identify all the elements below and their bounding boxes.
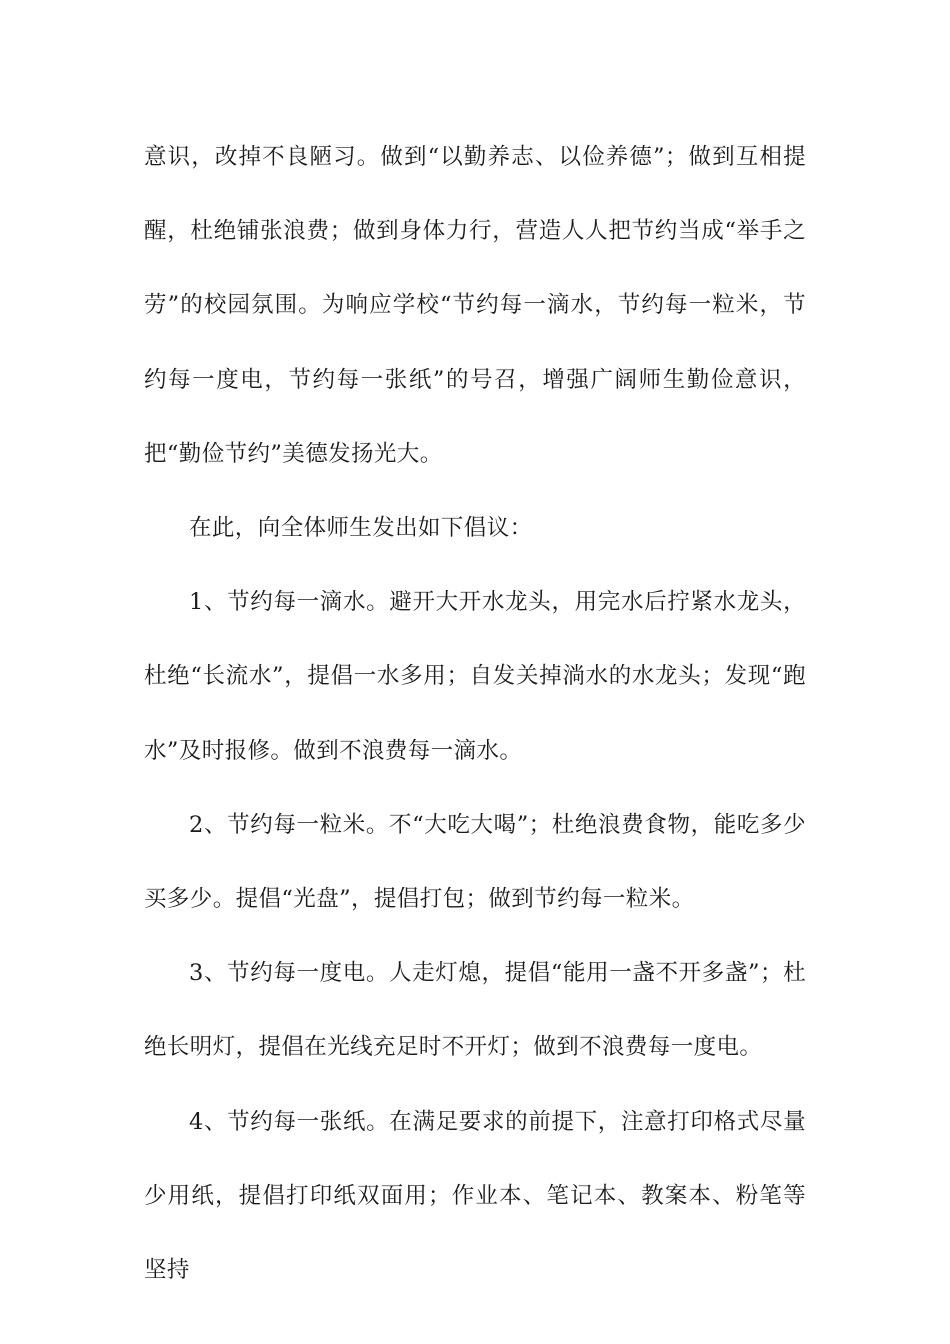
paragraph-save-water: 1、节约每一滴水。避开大开水龙头，用完水后拧紧水龙头，杜绝“长流水”，提倡一水多用；自发关掉淌水的水龙头；发现“跑水”及时报修。做到不浪费每一滴水。 [144,589,806,764]
document-body [144,120,806,1307]
paragraph-save-rice: 2、节约每一粒米。不“大吃大喝”；杜绝浪费食物，能吃多少买多少。提倡“光盘”，提倡打包；做到节约每一粒米。 [144,811,806,913]
paragraph-save-electricity: 3、节约每一度电。人走灯熄，提倡“能用一盏不开多盏”；杜绝长明灯，提倡在光线充足时不开灯；做到不浪费每一度电。 [144,960,806,1061]
paragraph-awareness: 意识，改掉不良陋习。做到“以勤养志、以俭养德”；做到互相提醒，杜绝铺张浪费；做到身体力行，营造人人把节约当成“举手之劳”的校园氛围。为响应学校“节约每一滴水，节约每一粒米，节约每一度电，节约每一张纸”的号召，增强广阔师生勤俭意识，把“勤俭节约”美德发扬光大。 [144,144,806,467]
paragraph-save-paper: 4、节约每一张纸。在满足要求的前提下，注意打印格式尽量少用纸，提倡打印纸双面用；作业本、笔记本、教案本、粉笔等坚持 [144,1108,806,1284]
paragraph-proposal-intro: 在此，向全体师生发出如下倡议： [189,515,533,542]
